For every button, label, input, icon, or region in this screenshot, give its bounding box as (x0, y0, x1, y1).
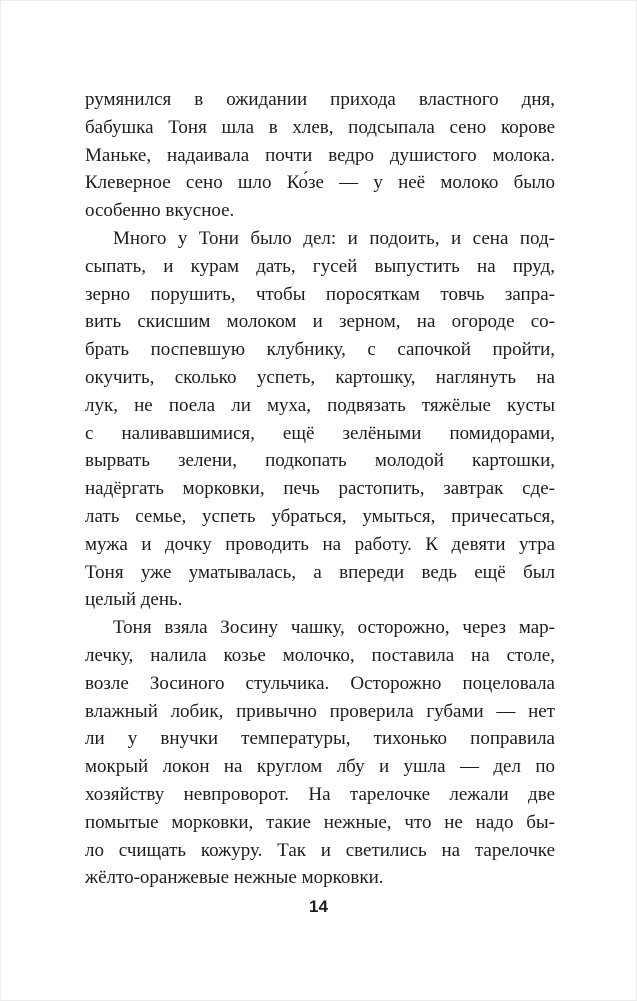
text-line: ло счищать кожуру. Так и светились на тарелочке (85, 839, 555, 861)
page-text (85, 86, 555, 892)
text-line: хозяйству невпроворот. На тарелочке лежали две (85, 783, 555, 805)
paragraph (85, 614, 555, 892)
text-line: жёлто-оранжевые нежные морковки. (85, 867, 384, 889)
text-line: сыпать, и курам дать, гусей выпустить на пруд, (85, 255, 555, 277)
text-line: лечку, налила козье молочко, поставила на столе, (85, 644, 555, 666)
text-line: румянился в ожидании прихода властного дня, (85, 89, 555, 110)
page-number: 14 (309, 897, 328, 916)
text-line: Маньке, надаивала почти ведро душистого молока. (85, 144, 555, 166)
text-line: лать семье, успеть убраться, умыться, причесаться, (85, 505, 555, 527)
text-line: брать поспевшую клубнику, с сапочкой пройти, (85, 339, 555, 361)
text-line: Тоня взяла Зосину чашку, осторожно, через мар- (113, 617, 555, 639)
text-line: мокрый локон на круглом лбу и ушла — дел по (85, 756, 555, 778)
text-line: с наливавшимися, ещё зелёными помидорами, (85, 422, 555, 444)
text-line: мужа и дочку проводить на работу. К девяти утра (85, 533, 555, 555)
text-line: вырвать зелени, подкопать молодой картошки, (85, 450, 555, 472)
text-line: Тоня уже уматывалась, а впереди ведь ещё был (85, 561, 555, 583)
text-line: зерно порушить, чтобы поросяткам товчь запра- (85, 283, 555, 305)
text-line: лук, не поела ли муха, подвязать тяжёлые кусты (85, 394, 555, 416)
text-line: ли у внучки температуры, тихонько поправила (85, 728, 555, 750)
text-line: целый день. (85, 589, 183, 611)
text-line: возле Зосиного стульчика. Осторожно поцеловала (85, 672, 555, 694)
text-line: вить скисшим молоком и зерном, на огороде со- (85, 311, 555, 333)
text-line: окучить, сколько успеть, картошку, наглянуть на (85, 366, 555, 388)
text-line: Много у Тони было дел: и подоить, и сена под- (113, 227, 555, 249)
text-line: надёргать морковки, печь растопить, завтрак сде- (85, 478, 555, 500)
paragraph (85, 86, 555, 225)
text-line: помытые морковки, такие нежные, что не надо бы- (85, 811, 555, 833)
text-line: особенно вкусное. (85, 200, 235, 222)
text-line: влажный лобик, привычно проверила губами — нет (85, 700, 555, 722)
text-line: бабушка Тоня шла в хлев, подсыпала сено корове (85, 116, 555, 138)
text-line: Клеверное сено шло Ко́зе — у неё молоко было (85, 172, 555, 194)
paragraph (85, 225, 555, 614)
